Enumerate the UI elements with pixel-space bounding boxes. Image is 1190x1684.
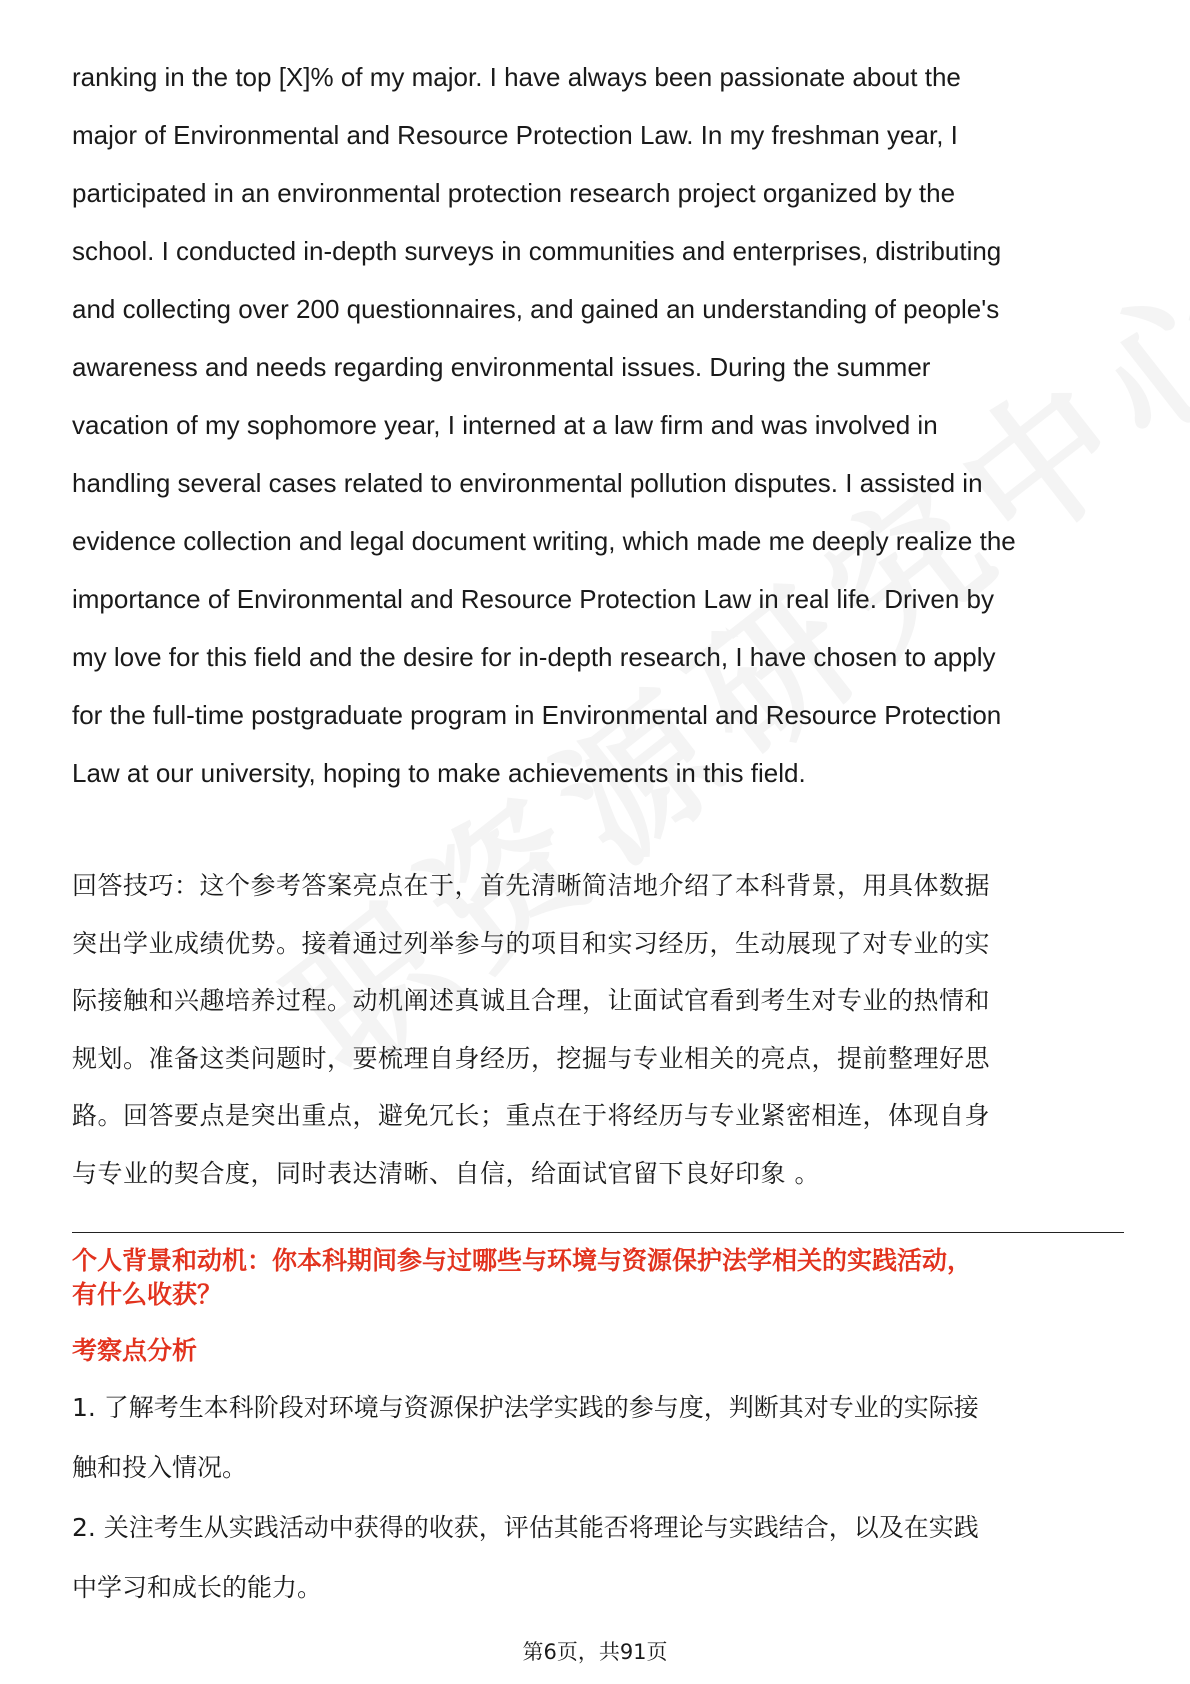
paragraph-line: evidence collection and legal document writing, which made me deeply realize the (72, 526, 1016, 556)
page-number: 第6页，共91页 (522, 1640, 668, 1664)
paragraph-line: for the full-time postgraduate program in Environmental and Resource Protection (72, 700, 1002, 730)
paragraph-line: participated in an environmental protection research project organized by the (72, 178, 956, 208)
point-line: 触和投入情况。 (72, 1453, 248, 1482)
tips-line: 规划。准备这类问题时，要梳理自身经历，挖掘与专业相关的亮点，提前整理好思 (72, 1043, 991, 1073)
paragraph-line: handling several cases related to environmental pollution disputes. I assisted in (72, 468, 983, 498)
question-line: 个人背景和动机：你本科期间参与过哪些与环境与资源保护法学相关的实践活动， (72, 1246, 973, 1275)
point-line: 1. 了解考生本科阶段对环境与资源保护法学实践的参与度，判断其对专业的实际接 (72, 1393, 979, 1422)
point-line: 中学习和成长的能力。 (72, 1573, 323, 1602)
paragraph-line: Law at our university, hoping to make achievements in this field. (72, 758, 806, 788)
tips-line: 际接触和兴趣培养过程。动机阐述真诚且合理，让面试官看到考生对专业的热情和 (72, 986, 991, 1015)
tips-line: 与专业的契合度，同时表达清晰、自信，给面试官留下良好印象 。 (72, 1158, 820, 1188)
paragraph-line: importance of Environmental and Resource Protection Law in real life. Driven by (72, 584, 995, 614)
analysis-points (72, 1378, 1124, 1618)
tips-line: 突出学业成绩优势。接着通过列举参与的项目和实习经历，生动展现了对专业的实 (72, 928, 991, 958)
paragraph-line: major of Environmental and Resource Protection Law. In my freshman year, I (72, 120, 958, 150)
paragraph-line: awareness and needs regarding environmental issues. During the summer (72, 352, 931, 382)
question-line: 有什么收获？ (72, 1280, 223, 1309)
document-page (72, 48, 1124, 1602)
paragraph-line: and collecting over 200 questionnaires, and gained an understanding of people's (72, 294, 1000, 324)
point-line: 2. 关注考生从实践活动中获得的收获，评估其能否将理论与实践结合，以及在实践 (72, 1513, 979, 1542)
paragraph-line: my love for this field and the desire for in-depth research, I have chosen to apply (72, 642, 996, 672)
paragraph-line: ranking in the top [X]% of my major. I have always been passionate about the (72, 62, 961, 92)
question-heading (72, 1244, 1124, 1312)
answer-paragraph (72, 48, 1124, 802)
analysis-heading: 考察点分析 (72, 1336, 198, 1365)
paragraph-line: school. I conducted in-depth surveys in communities and enterprises, distributing (72, 236, 1002, 266)
paragraph-line: vacation of my sophomore year, I interned at a law firm and was involved in (72, 410, 938, 440)
tips-line: 回答技巧：这个参考答案亮点在于，首先清晰简洁地介绍了本科背景，用具体数据 (72, 871, 991, 900)
answer-tips (72, 857, 1124, 1202)
tips-line: 路。回答要点是突出重点，避免冗长；重点在于将经历与专业紧密相连，体现自身 (72, 1101, 991, 1130)
section-divider (72, 1232, 1124, 1233)
